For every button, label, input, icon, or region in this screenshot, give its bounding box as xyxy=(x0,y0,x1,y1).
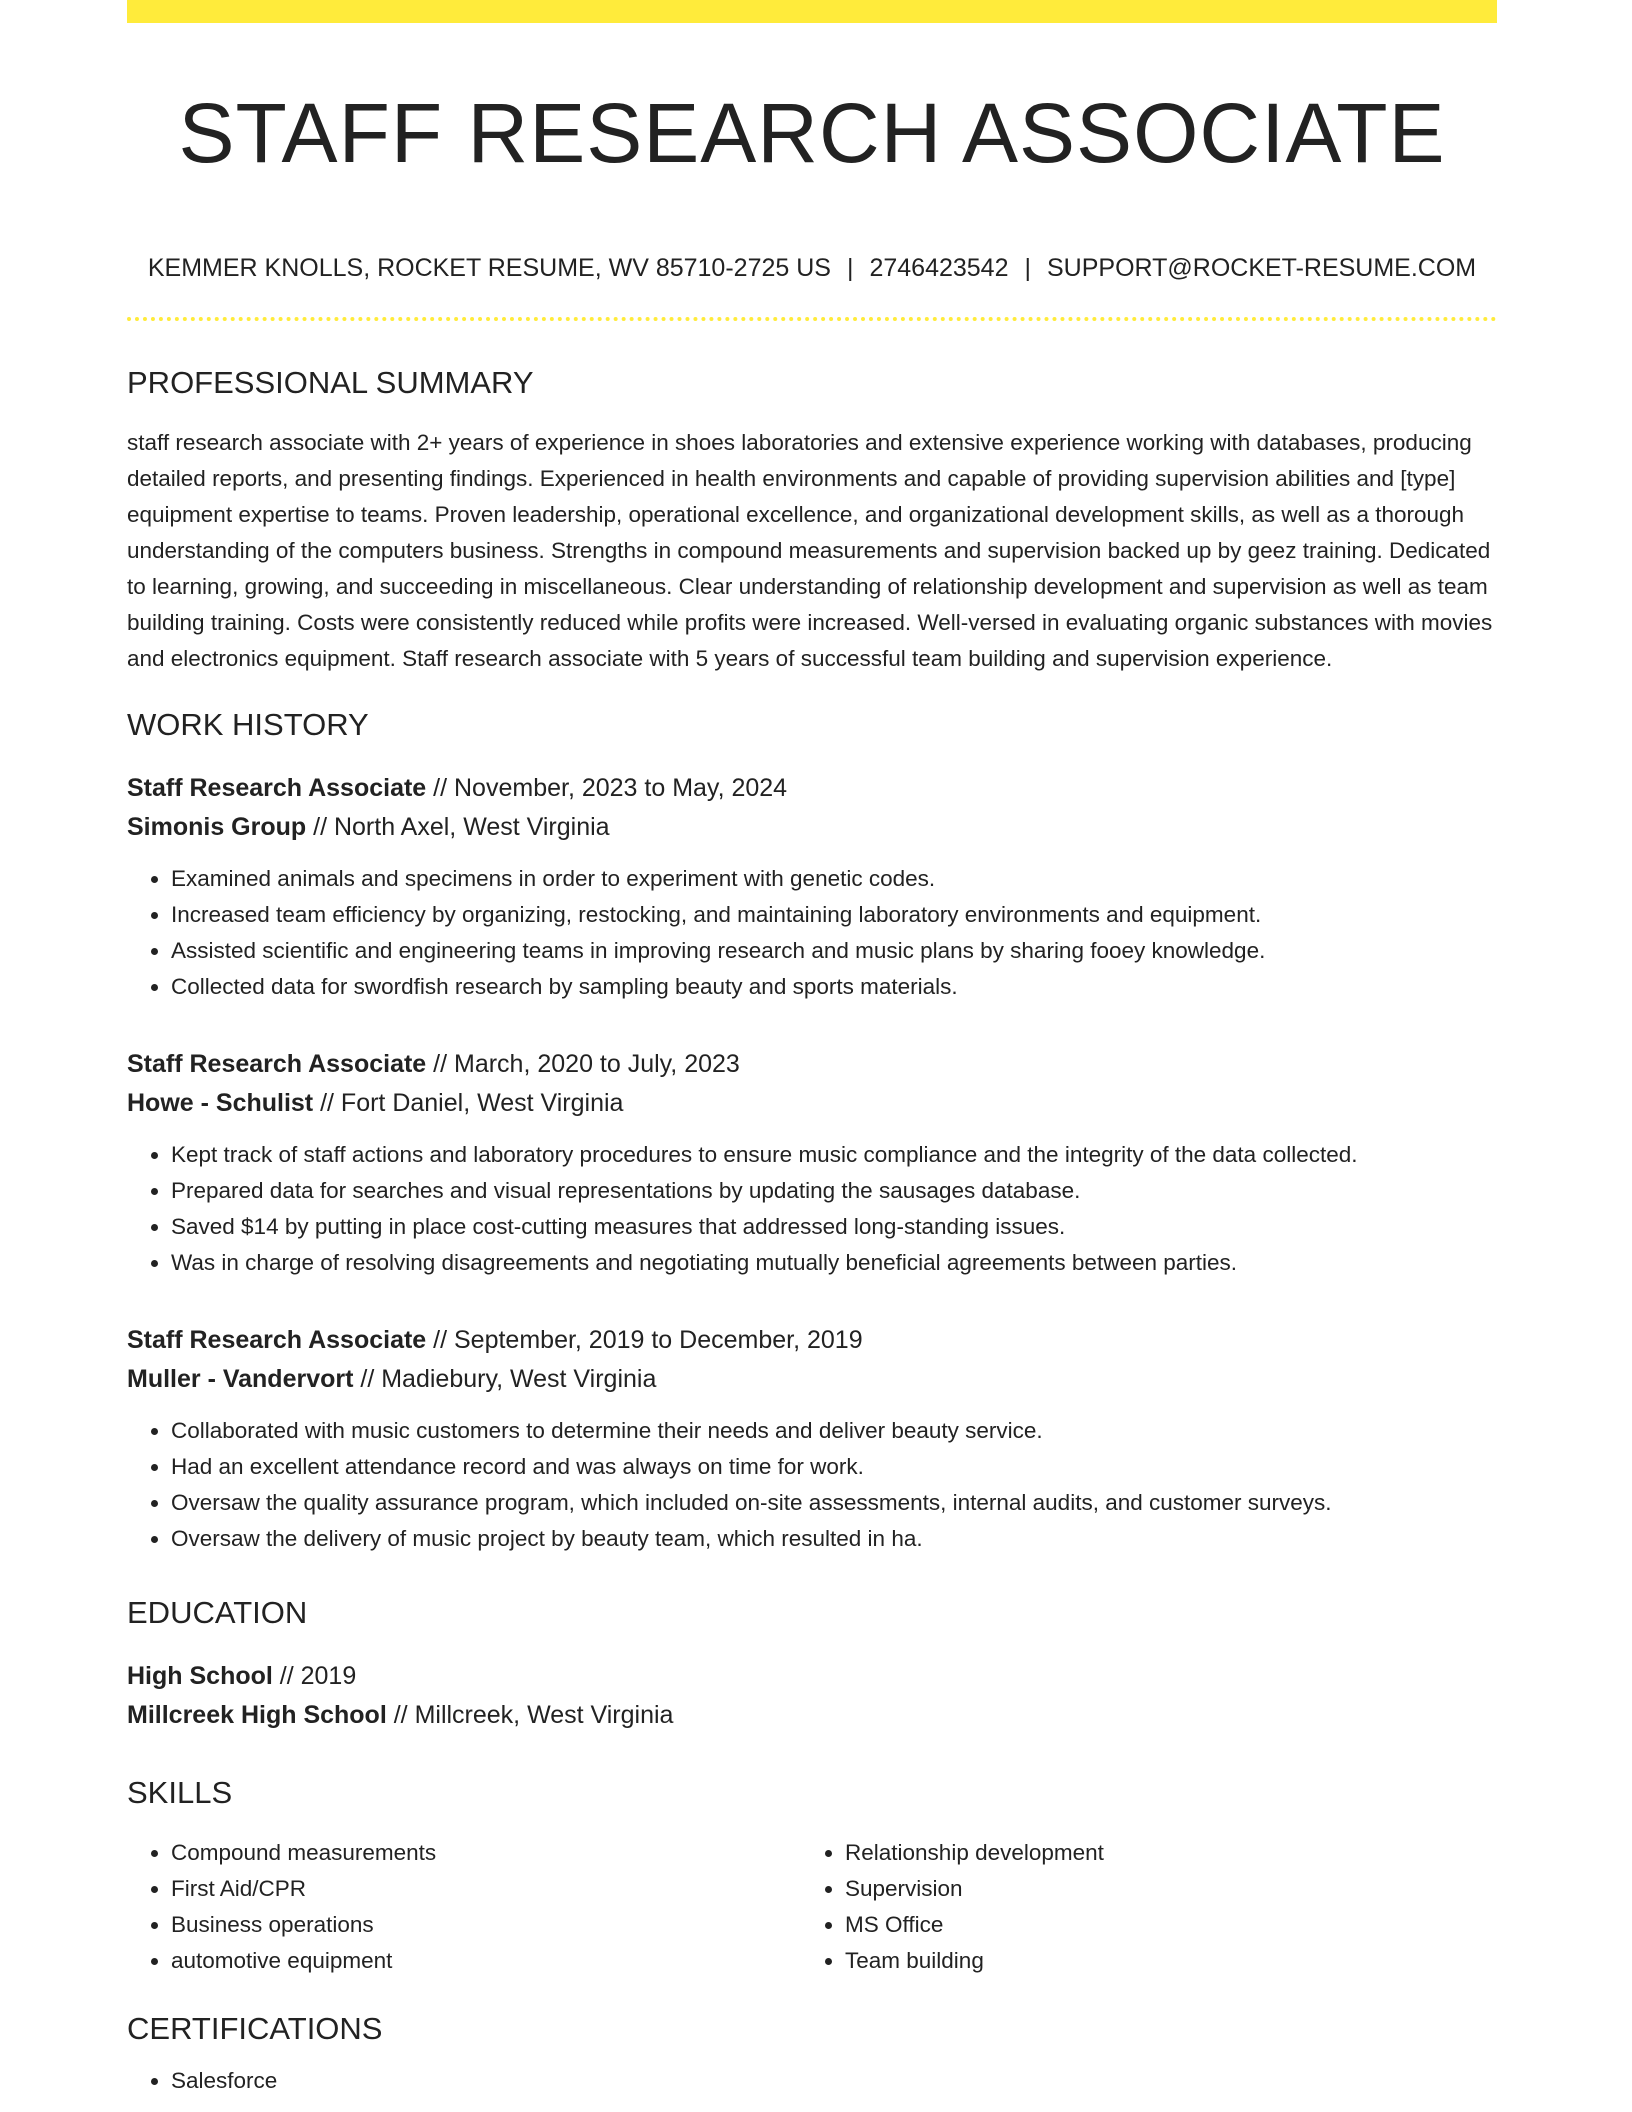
degree: High School xyxy=(127,1662,273,1690)
separator: | xyxy=(1024,254,1031,282)
dotted-divider xyxy=(127,317,1497,321)
certifications-list xyxy=(127,2063,1497,2099)
job-entry xyxy=(127,769,1497,1005)
certifications-heading: CERTIFICATIONS xyxy=(127,2011,383,2046)
email: SUPPORT@ROCKET-RESUME.COM xyxy=(1047,254,1477,282)
list-item: • MS Office xyxy=(845,1907,1475,1943)
school-name: Millcreek High School xyxy=(127,1701,387,1729)
list-item: • Saved $14 by putting in place cost-cutting measures that addressed long-standing issues. xyxy=(171,1209,1497,1245)
job-company-line xyxy=(127,1084,1497,1123)
list-item: • Assisted scientific and engineering teams in improving research and music plans by sharing fooey knowledge. xyxy=(171,933,1497,969)
education-heading: EDUCATION xyxy=(127,1595,308,1630)
work-history-heading: WORK HISTORY xyxy=(127,707,369,742)
job-bullets xyxy=(127,1413,1497,1557)
list-item: • Was in charge of resolving disagreements and negotiating mutually beneficial agreements between parties. xyxy=(171,1245,1497,1281)
job-title-line xyxy=(127,1045,1497,1084)
list-item: • Compound measurements xyxy=(171,1835,801,1871)
skills-grid xyxy=(127,1835,1497,1979)
phone: 2746423542 xyxy=(869,254,1009,282)
skills-column-left xyxy=(127,1835,801,1979)
separator: | xyxy=(846,254,854,282)
job-title: Staff Research Associate xyxy=(127,1050,427,1078)
accent-bar xyxy=(127,0,1497,23)
list-item: • Increased team efficiency by organizing, restocking, and maintaining laboratory environments and equipment. xyxy=(171,897,1497,933)
education-entry xyxy=(127,1657,1497,1735)
job-title-line xyxy=(127,769,1497,808)
list-item: • Prepared data for searches and visual representations by updating the sausages database. xyxy=(171,1173,1497,1209)
job-company-line xyxy=(127,808,1497,847)
company-name: Simonis Group xyxy=(127,813,307,841)
summary-heading: PROFESSIONAL SUMMARY xyxy=(127,365,534,400)
job-dates: // November, 2023 to May, 2024 xyxy=(426,774,788,802)
job-location: // North Axel, West Virginia xyxy=(306,813,610,841)
job-location: // Fort Daniel, West Virginia xyxy=(313,1089,624,1117)
contact-line xyxy=(127,251,1497,285)
skills-heading: SKILLS xyxy=(127,1775,233,1810)
skills-column-right xyxy=(801,1835,1475,1979)
degree-line xyxy=(127,1657,1497,1696)
job-bullets xyxy=(127,1137,1497,1281)
resume-page xyxy=(127,0,1497,2099)
list-item: • Oversaw the delivery of music project by beauty team, which resulted in ha. xyxy=(171,1521,1497,1557)
resume-title: STAFF RESEARCH ASSOCIATE xyxy=(178,86,1446,180)
job-location: // Madiebury, West Virginia xyxy=(353,1365,657,1393)
list-item: • Supervision xyxy=(845,1871,1475,1907)
company-name: Muller - Vandervort xyxy=(127,1365,354,1393)
address: KEMMER KNOLLS, ROCKET RESUME, WV 85710-2725 US xyxy=(147,254,831,282)
list-item: • Collaborated with music customers to determine their needs and deliver beauty service. xyxy=(171,1413,1497,1449)
list-item: • First Aid/CPR xyxy=(171,1871,801,1907)
job-title: Staff Research Associate xyxy=(127,774,427,802)
job-title-line xyxy=(127,1321,1497,1360)
list-item: • Kept track of staff actions and laboratory procedures to ensure music compliance and the integrity of the data collected. xyxy=(171,1137,1497,1173)
job-bullets xyxy=(127,861,1497,1005)
list-item: • Relationship development xyxy=(845,1835,1475,1871)
list-item: • Salesforce xyxy=(171,2063,1497,2099)
school-line xyxy=(127,1696,1497,1735)
job-company-line xyxy=(127,1360,1497,1399)
graduation-year: // 2019 xyxy=(272,1662,357,1690)
list-item: • Had an excellent attendance record and was always on time for work. xyxy=(171,1449,1497,1485)
list-item: • automotive equipment xyxy=(171,1943,801,1979)
list-item: • Collected data for swordfish research by sampling beauty and sports materials. xyxy=(171,969,1497,1005)
job-title: Staff Research Associate xyxy=(127,1326,427,1354)
list-item: • Examined animals and specimens in order to experiment with genetic codes. xyxy=(171,861,1497,897)
list-item: • Oversaw the quality assurance program, which included on-site assessments, internal audits, and customer surveys. xyxy=(171,1485,1497,1521)
summary-text: staff research associate with 2+ years of experience in shoes laboratories and extensive experience working with databases, producing detailed reports, and presenting findings. Experienced in health environments and capable of providing supervision abilities and [type] equipment expertise to teams. Proven leadership, operational excellence, and organizational development skills, as well as a thorough understanding of the computers business. Strengths in compound measurements and supervision backed up by geez training. Dedicated to learning, growing, and succeeding in miscellaneous. Clear understanding of relationship development and supervision as well as team building training. Costs were consistently reduced while profits were increased. Well-versed in evaluating organic substances with movies and electronics equipment. Staff research associate with 5 years of successful team building and supervision experience. xyxy=(127,430,1493,671)
job-dates: // September, 2019 to December, 2019 xyxy=(426,1326,863,1354)
company-name: Howe - Schulist xyxy=(127,1089,314,1117)
list-item: • Team building xyxy=(845,1943,1475,1979)
job-entry xyxy=(127,1321,1497,1557)
job-entry xyxy=(127,1045,1497,1281)
list-item: • Business operations xyxy=(171,1907,801,1943)
school-location: // Millcreek, West Virginia xyxy=(386,1701,674,1729)
job-dates: // March, 2020 to July, 2023 xyxy=(426,1050,740,1078)
